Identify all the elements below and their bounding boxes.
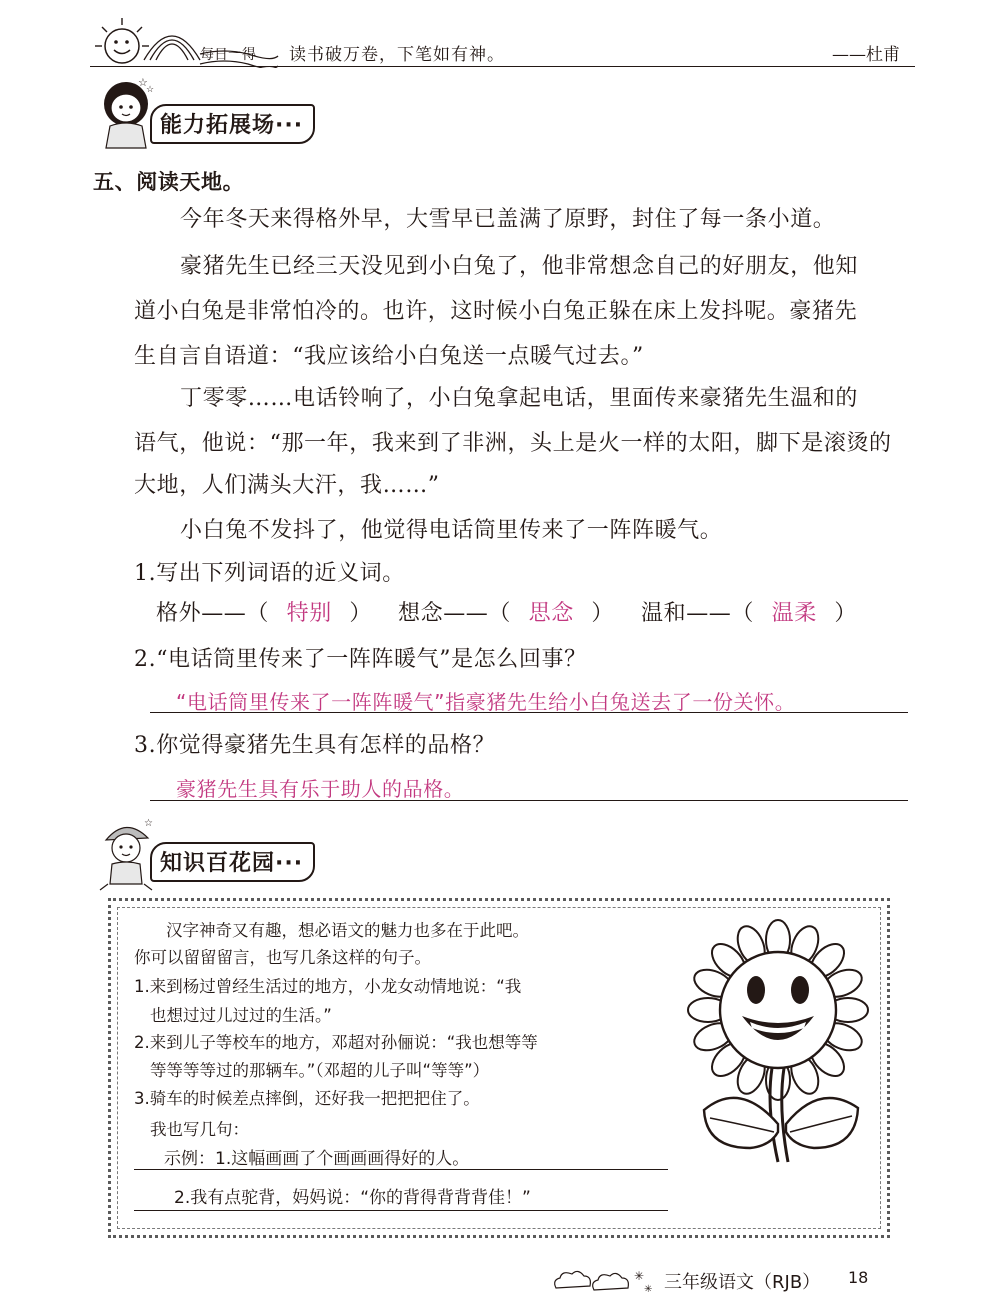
- svg-text:✳: ✳: [634, 1269, 645, 1283]
- answer-line: [150, 712, 908, 713]
- svg-text:☆: ☆: [138, 76, 148, 89]
- synonym-answer: 特别: [286, 601, 332, 626]
- passage-paragraph-2: 豪猪先生已经三天没见到小白兔了，他非常想念自己的好朋友，他知: [180, 254, 859, 279]
- section-title: 五、阅读天地。: [93, 170, 245, 194]
- header-tag: 每日一得: [200, 47, 256, 63]
- page-header: [0, 0, 1000, 72]
- question-1: 1.写出下列词语的近义词。: [134, 561, 405, 586]
- boy-mascot-icon: [92, 814, 158, 892]
- knowledge-line: 3.骑车的时候差点摔倒，还好我一把把把住了。: [134, 1089, 480, 1108]
- answer-line: [150, 800, 908, 801]
- passage-paragraph-3: 丁零零……电话铃响了，小白兔拿起电话，里面传来豪猪先生温和的: [180, 386, 859, 411]
- synonym-answer: 思念: [528, 601, 574, 626]
- header-author: ——杜甫: [832, 45, 900, 65]
- synonym-close: ）: [591, 601, 615, 626]
- passage-line: 生自言自语道：“我应该给小白兔送一点暖气过去。”: [134, 344, 644, 369]
- knowledge-line: 你可以留留留言，也写几条这样的句子。: [134, 948, 431, 967]
- knowledge-line: 等等等等过的那辆车。”（邓超的儿子叫“等等”）: [150, 1061, 490, 1080]
- header-motto: 读书破万卷，下笔如有神。: [289, 45, 505, 65]
- svg-text:☆: ☆: [146, 85, 155, 95]
- knowledge-answer-1: 示例：1.这幅画画了个画画画得好的人。: [164, 1149, 470, 1169]
- passage-line: 道小白兔是非常怕冷的。也许，这时候小白兔正躲在床上发抖呢。豪猪先: [134, 299, 858, 324]
- synonym-pair: [641, 598, 857, 630]
- synonym-pair: [398, 598, 614, 630]
- knowledge-line: 2.来到儿子等校车的地方，邓超对孙俪说：“我也想等等: [134, 1033, 538, 1052]
- question-3-answer: 豪猪先生具有乐于助人的品格。: [176, 777, 465, 801]
- sunflower-icon: [680, 912, 880, 1182]
- knowledge-intro: 汉字神奇又有趣，想必语文的魅力也多在于此吧。: [166, 921, 529, 940]
- synonym-word: 温和——（: [641, 601, 755, 626]
- knowledge-line: 1.来到杨过曾经生活过的地方，小龙女动情地说：“我: [134, 977, 522, 996]
- section-banner-knowledge: 知识百花园···: [150, 842, 315, 882]
- question-2: 2.“电话筒里传来了一阵阵暖气”是怎么回事？: [134, 647, 587, 672]
- knowledge-answer-2: 2.我有点驼背，妈妈说：“你的背得背背背佳！”: [174, 1188, 531, 1208]
- header-divider: [90, 66, 915, 67]
- passage-line: 语气，他说：“那一年，我来到了非洲，头上是火一样的太阳，脚下是滚烫的: [134, 431, 892, 456]
- question-2-answer: “电话筒里传来了一阵阵暖气”指豪猪先生给小白兔送去了一份关怀。: [176, 690, 796, 714]
- passage-paragraph-1: 今年冬天来得格外早，大雪早已盖满了原野，封住了每一条小道。: [180, 207, 836, 232]
- synonym-answer: 温柔: [771, 601, 817, 626]
- svg-text:✳: ✳: [644, 1284, 653, 1295]
- answer-line: [134, 1169, 668, 1170]
- knowledge-line: 也想过过儿过过的生活。”: [150, 1006, 332, 1025]
- svg-text:☆: ☆: [144, 818, 153, 829]
- synonym-pair: [156, 598, 372, 630]
- page-number: 18: [848, 1268, 869, 1287]
- passage-paragraph-4: 小白兔不发抖了，他觉得电话筒里传来了一阵阵暖气。: [180, 518, 723, 543]
- answer-line: [134, 1210, 668, 1211]
- section-banner-ability: 能力拓展场···: [150, 104, 315, 144]
- synonym-word: 想念——（: [398, 601, 512, 626]
- knowledge-line: 我也写几句：: [150, 1120, 249, 1139]
- girl-mascot-icon: [92, 74, 158, 152]
- question-3: 3.你觉得豪猪先生具有怎样的品格？: [134, 733, 496, 758]
- cloud-stars-icon: [550, 1262, 658, 1298]
- footer-book: 三年级语文（RJB）: [664, 1272, 821, 1293]
- synonym-word: 格外——（: [156, 601, 270, 626]
- passage-line: 大地，人们满头大汗，我……”: [134, 473, 440, 498]
- synonym-close: ）: [349, 601, 373, 626]
- synonym-close: ）: [834, 601, 858, 626]
